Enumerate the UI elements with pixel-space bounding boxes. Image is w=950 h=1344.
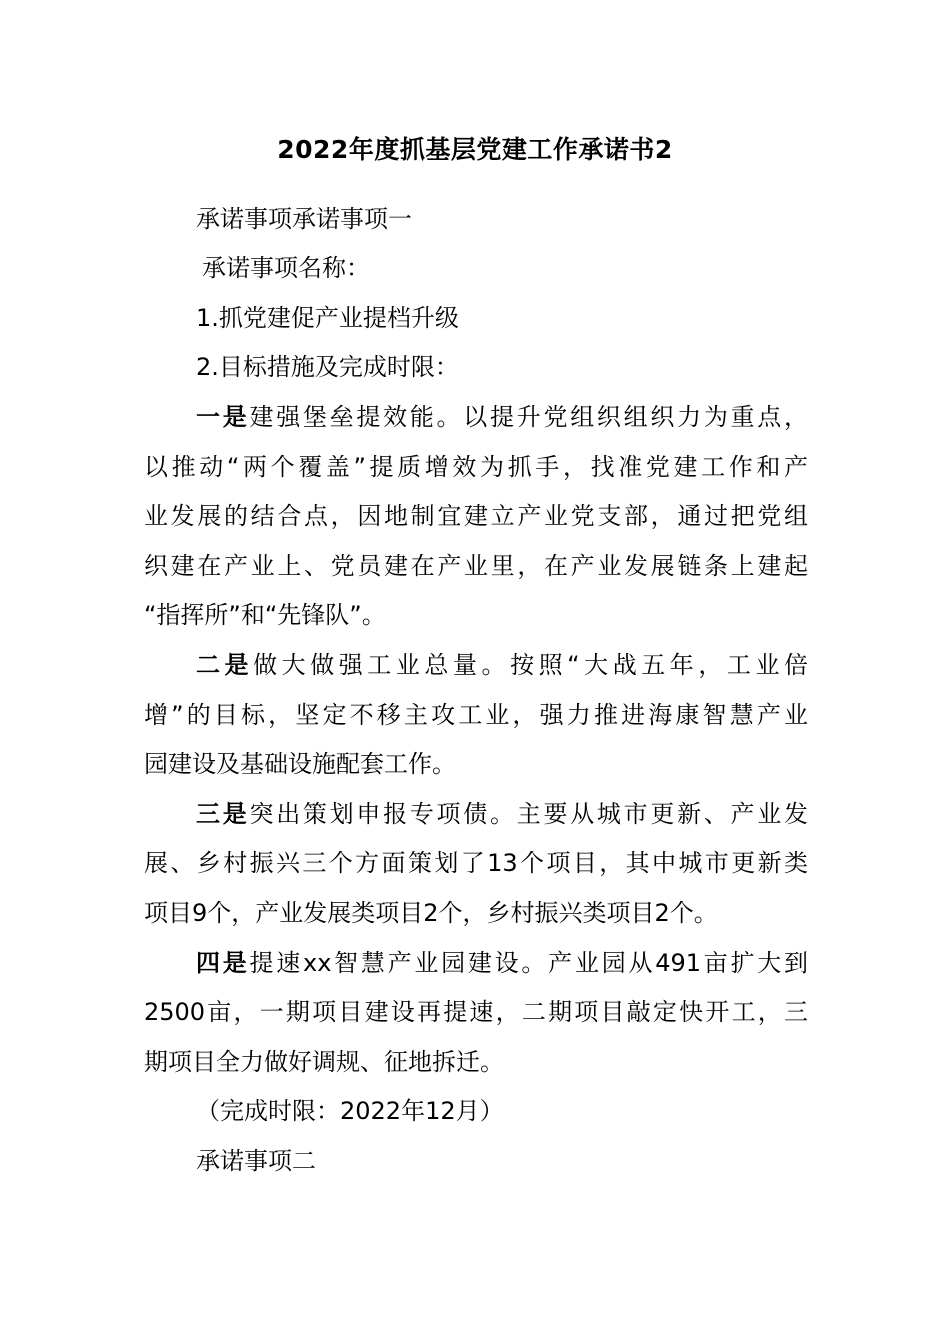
section1-heading: 承诺事项承诺事项一 — [196, 205, 412, 233]
measure-3-line-1 — [196, 789, 808, 839]
measure-4-lead: 四是 — [196, 949, 250, 977]
section2-heading: 承诺事项二 — [196, 1147, 316, 1175]
measure-1-line-4: 织建在产业上、党员建在产业里，在产业发展链条上建起 — [144, 552, 808, 580]
measure-3-text: 突出策划申报专项债。主要从城市更新、产业发 — [249, 800, 809, 828]
measures-label: 2.目标措施及完成时限： — [196, 353, 459, 381]
measure-2-line-1 — [196, 640, 808, 690]
measure-1-text: 建强堡垒提效能。以提升党组织组织力为重点， — [249, 403, 809, 431]
measure-2-text: 做大做强工业总量。按照“大战五年，工业倍 — [253, 651, 809, 679]
measure-1-lead: 一是 — [196, 403, 250, 431]
measure-2-line-2: 增”的目标，坚定不移主攻工业，强力推进海康智慧产业 — [144, 701, 808, 729]
measure-4-line-1 — [196, 938, 808, 988]
measure-2-line-3: 园建设及基础设施配套工作。 — [144, 750, 456, 778]
measure-1-line-1 — [196, 392, 808, 442]
measure-4-text: 提速xx智慧产业园建设。产业园从491亩扩大到 — [249, 949, 809, 977]
measure-1-line-2: 以推动“两个覆盖”提质增效为抓手，找准党建工作和产 — [144, 453, 808, 481]
measure-3-line-2: 展、乡村振兴三个方面策划了13个项目，其中城市更新类 — [144, 849, 808, 877]
measure-3-line-3: 项目9个，产业发展类项目2个，乡村振兴类项目2个。 — [144, 899, 718, 927]
item-name-label: 承诺事项名称： — [202, 254, 370, 282]
measure-1-line-3: 业发展的结合点，因地制宜建立产业党支部，通过把党组 — [144, 502, 808, 530]
measure-1-line-5: “指挥所”和“先锋队”。 — [144, 601, 386, 629]
document-title: 2022年度抓基层党建工作承诺书2 — [277, 135, 673, 164]
item-name: 1.抓党建促产业提档升级 — [196, 304, 459, 332]
measure-2-lead: 二是 — [196, 651, 254, 679]
measure-4-line-2: 2500亩，一期项目建设再提速，二期项目敲定快开工，三 — [144, 998, 808, 1026]
measure-3-lead: 三是 — [196, 800, 250, 828]
deadline: （完成时限：2022年12月） — [196, 1097, 504, 1125]
measure-4-line-3: 期项目全力做好调规、征地拆迁。 — [144, 1048, 504, 1076]
